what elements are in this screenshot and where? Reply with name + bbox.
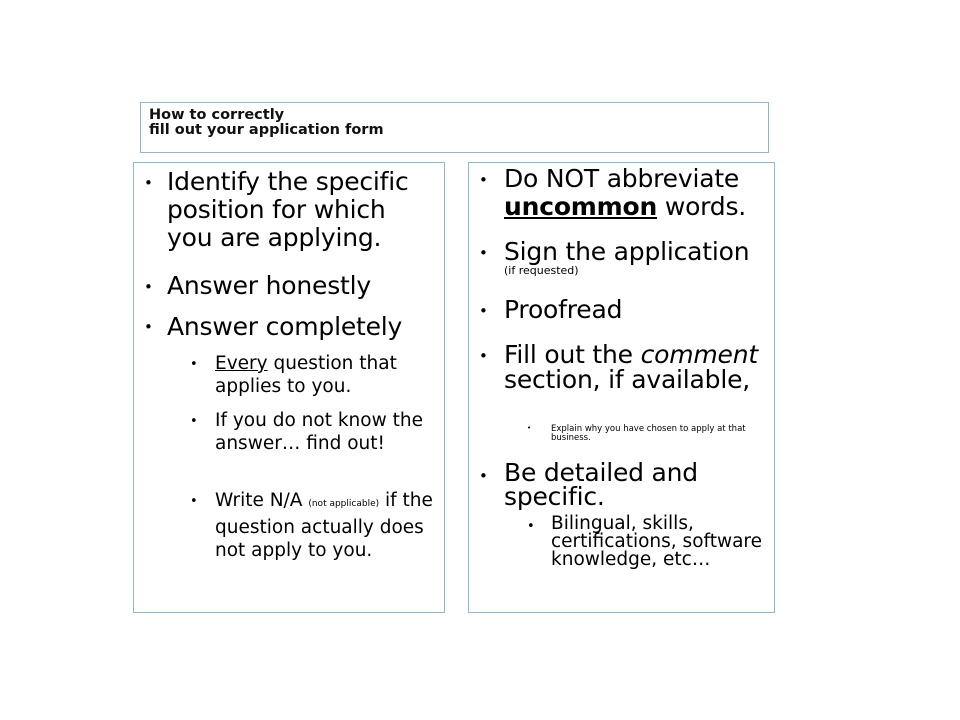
sub-item-text: If you do not know the answer… find out! (215, 410, 423, 454)
item-after: section, if available, (504, 365, 751, 394)
bullet-icon: • (479, 467, 488, 485)
bullet-icon: • (479, 347, 488, 365)
item-after: words. (657, 192, 747, 221)
bullet-icon: • (527, 424, 532, 432)
emphasis-every: Every (215, 353, 268, 374)
bullet-icon: • (527, 519, 535, 534)
sub-item-small-note: (not applicable) (308, 499, 380, 509)
list-item-text: Identify the specific position for which you are applying. (167, 167, 409, 252)
sub-item-text (215, 352, 437, 398)
left-column-box (133, 162, 445, 613)
list-item-note: (if requested) (504, 264, 579, 277)
title-box (140, 102, 769, 153)
title-line-2: fill out your application form (149, 122, 384, 138)
list-item-text (504, 165, 769, 221)
emphasis-uncommon: uncommon (504, 192, 658, 221)
bullet-icon: • (479, 302, 488, 320)
right-column-box (468, 162, 775, 613)
list-item-text: Proofread (504, 295, 623, 324)
bullet-icon: • (479, 244, 488, 262)
sub-item-text: Bilingual, skills, certifications, software knowledge, etc… (551, 513, 762, 570)
bullet-icon: • (190, 414, 198, 429)
list-item-text: Be detailed and specific. (504, 458, 698, 511)
list-item-text: Sign the application (504, 237, 750, 266)
title-line-1: How to correctly (149, 107, 285, 123)
sub-item-rest: question that applies to you. (215, 353, 397, 397)
sub-item-text: Explain why you have chosen to apply at that business. (551, 424, 746, 443)
bullet-icon: • (144, 278, 153, 296)
item-before: Do NOT abbreviate (504, 164, 740, 193)
bullet-icon: • (190, 357, 198, 372)
item-before: Fill out the (504, 340, 641, 369)
slide-title (149, 108, 384, 138)
sub-item-after: if the question actually does not apply to you. (215, 490, 433, 561)
list-item-text (504, 342, 769, 392)
sub-item-before: Write N/A (215, 490, 309, 511)
emphasis-comment: comment (640, 340, 758, 369)
sub-item-text (215, 489, 437, 562)
list-item-text: Answer completely (167, 312, 403, 341)
bullet-icon: • (479, 171, 488, 189)
bullet-icon: • (144, 318, 153, 336)
list-item-text: Answer honestly (167, 271, 371, 300)
bullet-icon: • (144, 174, 153, 192)
bullet-icon: • (190, 494, 198, 509)
